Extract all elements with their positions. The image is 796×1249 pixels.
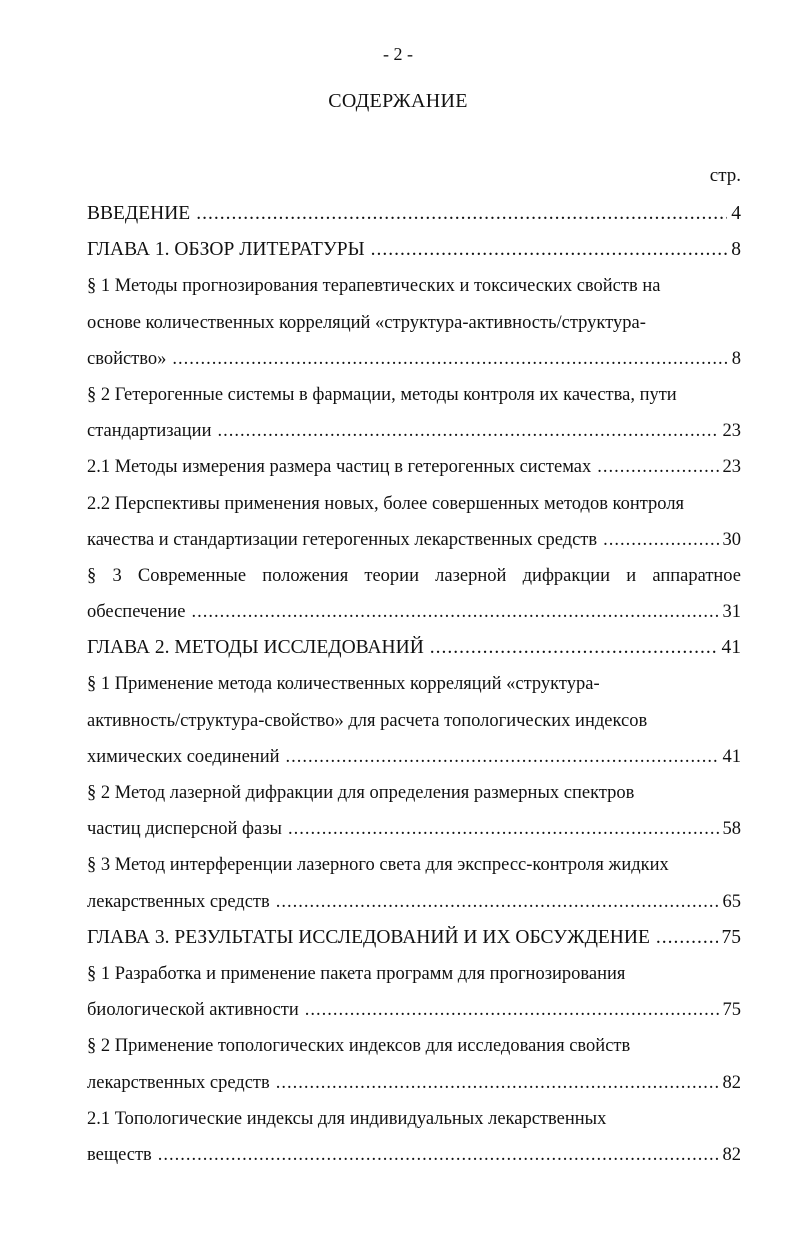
toc-entry-text: качества и стандартизации гетерогенных лекарственных средств bbox=[87, 529, 598, 550]
dot-leader bbox=[597, 449, 718, 485]
toc-page-number: 8 bbox=[731, 348, 741, 369]
toc-entry-text: § 2 Применение топологических индексов для исследования свойств bbox=[87, 1036, 631, 1057]
toc-page-number: 4 bbox=[731, 203, 741, 224]
toc-page-number: 30 bbox=[722, 529, 741, 550]
dot-leader bbox=[430, 630, 718, 666]
toc-entry-text: ГЛАВА 2. МЕТОДЫ ИССЛЕДОВАНИЙ bbox=[87, 637, 424, 659]
toc-page-number: 41 bbox=[721, 637, 741, 659]
toc-entry-text: ВВЕДЕНИЕ bbox=[87, 203, 191, 224]
toc-line bbox=[87, 449, 741, 485]
toc-line bbox=[87, 884, 741, 920]
dot-leader bbox=[305, 992, 719, 1028]
toc-line bbox=[87, 413, 741, 449]
dot-leader bbox=[158, 1137, 719, 1173]
table-of-contents bbox=[87, 196, 741, 1173]
dot-leader bbox=[286, 739, 719, 775]
toc-entry-text: веществ bbox=[87, 1144, 152, 1165]
toc-line bbox=[87, 196, 741, 232]
toc-entry-text: обеспечение bbox=[87, 602, 186, 623]
toc-page-number: 23 bbox=[722, 421, 741, 442]
toc-entry-text: лекарственных средств bbox=[87, 891, 270, 912]
toc-entry-text: свойство» bbox=[87, 348, 167, 369]
toc-line bbox=[87, 1137, 741, 1173]
dot-leader bbox=[603, 522, 718, 558]
toc-entry-text: ГЛАВА 1. ОБЗОР ЛИТЕРАТУРЫ bbox=[87, 239, 365, 261]
toc-entry-text: § 1 Методы прогнозирования терапевтических и токсических свойств на bbox=[87, 276, 661, 297]
toc-entry-text: 2.2 Перспективы применения новых, более совершенных методов контроля bbox=[87, 493, 685, 514]
toc-page-number: 41 bbox=[722, 746, 741, 767]
dot-leader bbox=[288, 811, 719, 847]
toc-page-number: 31 bbox=[722, 602, 741, 623]
toc-entry-text: основе количественных корреляций «структура-активность/структура- bbox=[87, 312, 646, 333]
toc-page-number: 82 bbox=[722, 1072, 741, 1093]
toc-line bbox=[87, 920, 741, 956]
toc-line bbox=[87, 630, 741, 666]
toc-entry-text: § 3 Метод интерференции лазерного света для экспресс-контроля жидких bbox=[87, 855, 669, 876]
toc-entry-text: § 2 Метод лазерной дифракции для определения размерных спектров bbox=[87, 783, 635, 803]
toc-page-number: 58 bbox=[722, 819, 741, 840]
toc-page-number: 65 bbox=[722, 891, 741, 912]
dot-leader bbox=[196, 196, 727, 232]
toc-entry-text: 2.1 Топологические индексы для индивидуальных лекарственных bbox=[87, 1108, 607, 1129]
dot-leader bbox=[371, 232, 728, 268]
toc-line bbox=[87, 1065, 741, 1101]
toc-entry-text: биологической активности bbox=[87, 1000, 299, 1021]
toc-page-number: 23 bbox=[722, 457, 741, 478]
toc-entry-text: ГЛАВА 3. РЕЗУЛЬТАТЫ ИССЛЕДОВАНИЙ И ИХ ОБСУЖДЕНИЕ bbox=[87, 926, 650, 948]
toc-page-number: 75 bbox=[721, 926, 741, 948]
toc-entry-text: стандартизации bbox=[87, 421, 212, 442]
page-number: - 2 - bbox=[383, 44, 413, 64]
toc-entry-text: частиц дисперсной фазы bbox=[87, 819, 282, 840]
dot-leader bbox=[191, 594, 718, 630]
toc-entry-text: § 1 Разработка и применение пакета программ для прогнозирования bbox=[87, 963, 626, 984]
toc-line bbox=[87, 594, 741, 630]
toc-entry-text: активность/структура-свойство» для расчета топологических индексов bbox=[87, 710, 648, 731]
toc-line bbox=[87, 341, 741, 377]
dot-leader bbox=[276, 884, 719, 920]
page-column-label: стр. bbox=[709, 165, 741, 186]
toc-entry-text: § 1 Применение метода количественных корреляций «структура- bbox=[87, 674, 600, 695]
toc-entry-text: лекарственных средств bbox=[87, 1072, 270, 1093]
toc-entry-text: § 2 Гетерогенные системы в фармации, методы контроля их качества, пути bbox=[87, 384, 677, 405]
toc-entry-text: 2.1 Методы измерения размера частиц в гетерогенных системах bbox=[87, 457, 592, 478]
dot-leader bbox=[172, 341, 727, 377]
dot-leader bbox=[217, 413, 718, 449]
toc-line bbox=[87, 992, 741, 1028]
toc-page-number: 82 bbox=[722, 1144, 741, 1165]
toc-entry-text: химических соединений bbox=[87, 746, 280, 767]
toc-line bbox=[87, 739, 741, 775]
dot-leader bbox=[276, 1065, 719, 1101]
dot-leader bbox=[656, 920, 718, 956]
toc-page-number: 75 bbox=[722, 1000, 741, 1021]
toc-line bbox=[87, 811, 741, 847]
toc-entry-text: § 3 Современные положения теории лазерной дифракции и аппаратное bbox=[87, 565, 741, 586]
toc-line bbox=[87, 232, 741, 268]
toc-line bbox=[87, 522, 741, 558]
page-title: СОДЕРЖАНИЕ bbox=[328, 90, 468, 112]
toc-page-number: 8 bbox=[731, 239, 741, 261]
